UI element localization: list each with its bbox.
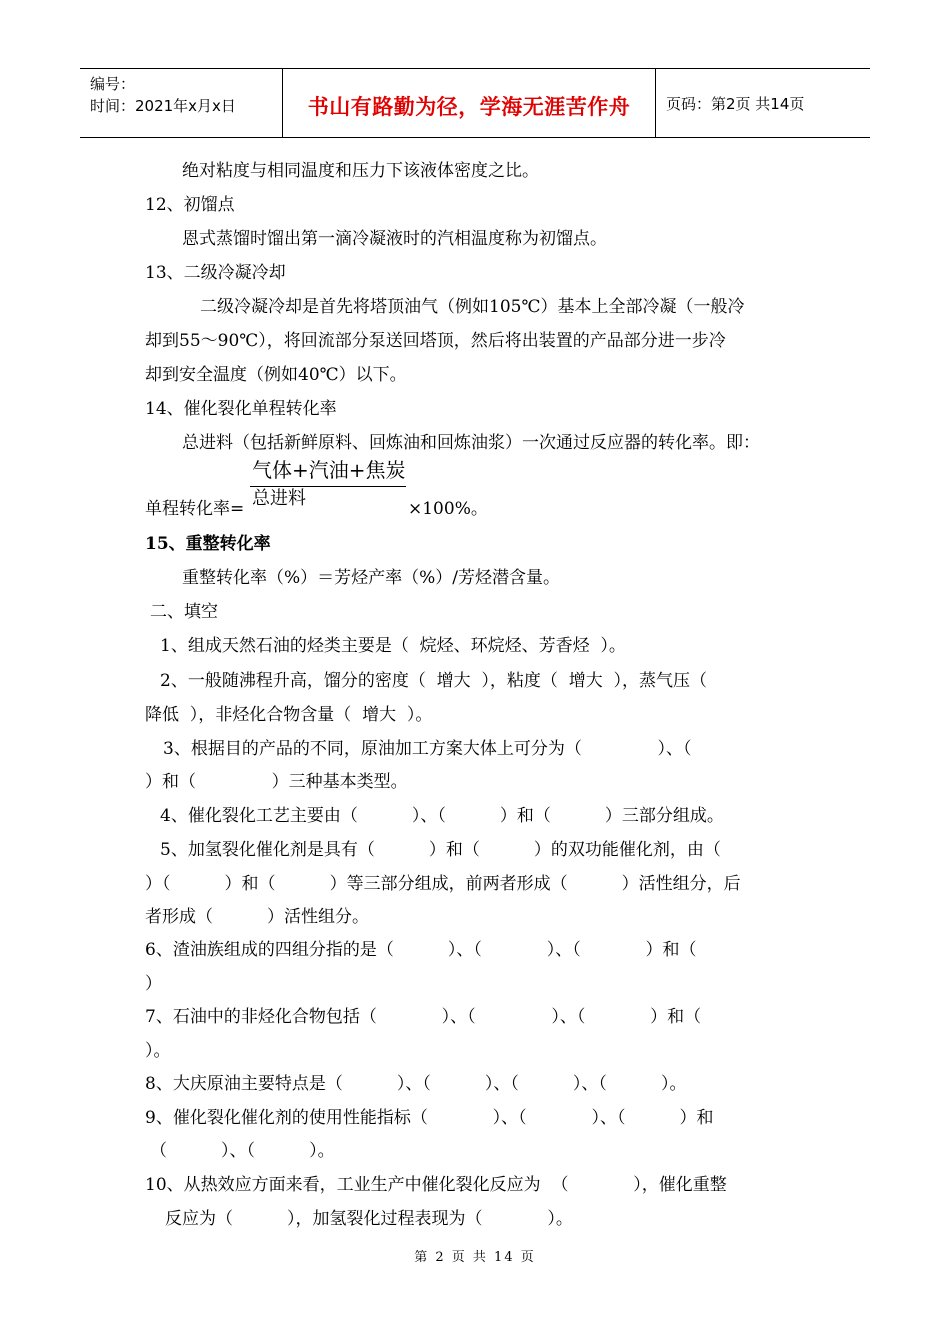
fill-blank-question: 5、加氢裂化催化剂是具有（ ）和（ ）的双功能催化剂，由（ — [160, 840, 721, 860]
fill-blank-question: （ ）、（ ）。 — [150, 1141, 335, 1161]
formula-fraction-bar — [250, 486, 406, 487]
term-heading: 14、催化裂化单程转化率 — [145, 399, 337, 419]
document-number-label: 编号： — [90, 75, 136, 93]
header-page-cell — [656, 69, 870, 137]
header-meta-cell — [80, 69, 283, 137]
term-heading: 15、重整转化率 — [145, 534, 271, 554]
text-line: 二级冷凝冷却是首先将塔顶油气（例如105℃）基本上全部冷凝（一般冷 — [200, 297, 745, 317]
page-footer: 第 2 页 共 14 页 — [414, 1250, 536, 1265]
term-heading: 13、二级冷凝冷却 — [145, 263, 286, 283]
fill-blank-question: 7、石油中的非烃化合物包括（ ）、（ ）、（ ）和（ — [145, 1007, 702, 1027]
section-heading: 二、填空 — [150, 602, 218, 622]
text-line: 总进料（包括新鲜原料、回炼油和回炼油浆）一次通过反应器的转化率。即： — [182, 433, 760, 453]
header-motto: 书山有路勤为径，学海无涯苦作舟 — [307, 95, 631, 119]
fill-blank-question: 9、催化裂化催化剂的使用性能指标（ ）、（ ）、（ ）和 — [145, 1108, 714, 1128]
text-line: 重整转化率（%）＝芳烃产率（%）/芳烃潜含量。 — [182, 568, 561, 588]
text-line: 却到55～90℃），将回流部分泵送回塔顶，然后将出装置的产品部分进一步冷 — [145, 331, 726, 351]
fill-blank-question: ）和（ ）三种基本类型。 — [145, 772, 408, 792]
fill-blank-question: 2、一般随沸程升高，馏分的密度（ 增大 ），粘度（ 增大 ），蒸气压（ — [160, 671, 708, 691]
formula-denominator: 总进料 — [252, 488, 306, 509]
formula-label: 单程转化率= — [145, 499, 245, 519]
fill-blank-question: 4、催化裂化工艺主要由（ ）、（ ）和（ ）三部分组成。 — [160, 806, 724, 826]
fill-blank-question: 者形成（ ）活性组分。 — [145, 907, 370, 927]
fill-blank-question: ） — [145, 974, 162, 994]
term-heading: 12、初馏点 — [145, 195, 235, 215]
document-time-label: 时间：2021年x月x日 — [90, 97, 236, 115]
header-page-info: 页码：第2页 共14页 — [666, 94, 805, 113]
formula-multiplier: ×100%。 — [408, 499, 488, 519]
fill-blank-question: 8、大庆原油主要特点是（ ）、（ ）、（ ）、（ ）。 — [145, 1074, 687, 1094]
fill-blank-question: 10、从热效应方面来看，工业生产中催化裂化反应为 （ ），催化重整 — [145, 1175, 727, 1195]
fill-blank-question: ）（ ）和（ ）等三部分组成，前两者形成（ ）活性组分，后 — [145, 874, 741, 894]
header-table — [80, 68, 870, 138]
formula-numerator: 气体+汽油+焦炭 — [252, 458, 406, 482]
text-line: 恩式蒸馏时馏出第一滴冷凝液时的汽相温度称为初馏点。 — [182, 229, 607, 249]
fill-blank-question: 1、组成天然石油的烃类主要是（ 烷烃、环烷烃、芳香烃 ）。 — [160, 636, 626, 656]
fill-blank-question: 6、渣油族组成的四组分指的是（ ）、（ ）、（ ）和（ — [145, 940, 697, 960]
text-line: 却到安全温度（例如40℃）以下。 — [145, 365, 407, 385]
fill-blank-question: ）。 — [145, 1041, 171, 1061]
fill-blank-question: 3、根据目的产品的不同，原油加工方案大体上可分为（ ）、（ — [163, 739, 692, 759]
fill-blank-question: 降低 ），非烃化合物含量（ 增大 ）。 — [145, 705, 433, 725]
fill-blank-question: 反应为（ ），加氢裂化过程表现为（ ）。 — [165, 1209, 573, 1229]
text-line: 绝对粘度与相同温度和压力下该液体密度之比。 — [182, 161, 539, 181]
header-motto-cell — [283, 69, 656, 137]
